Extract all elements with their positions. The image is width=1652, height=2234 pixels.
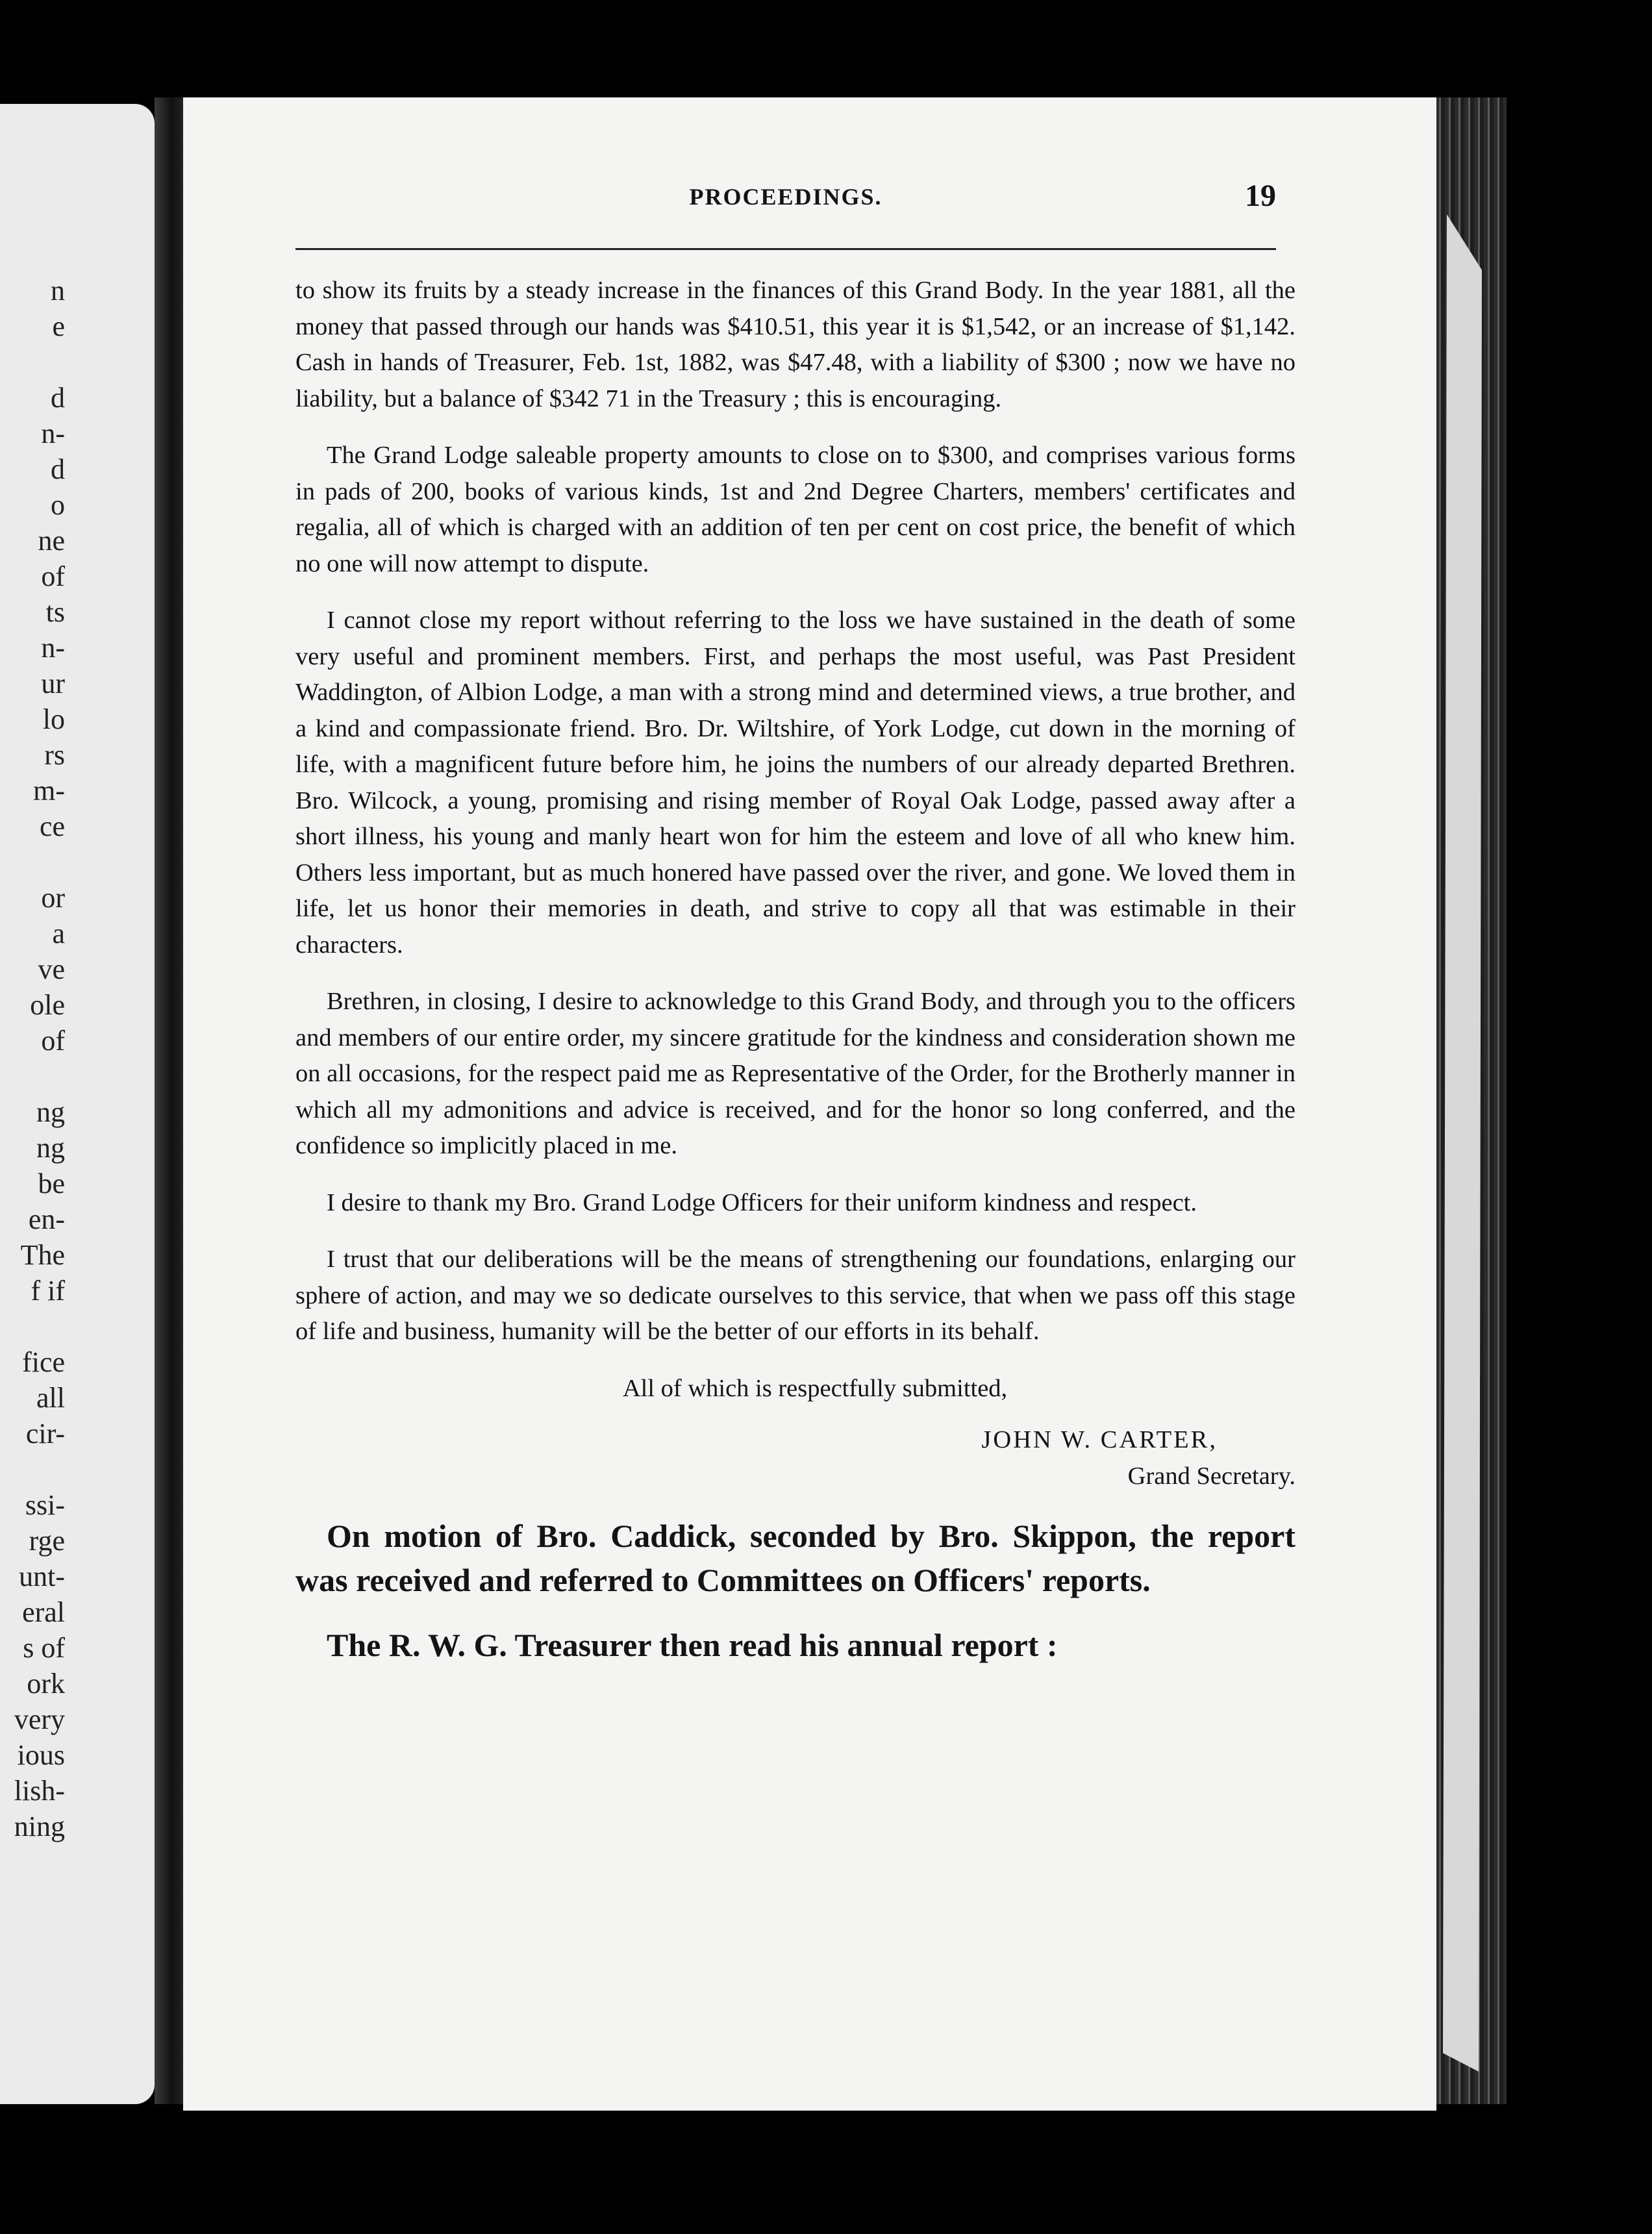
facing-page-fragment: d	[51, 382, 65, 414]
facing-page-fragment: be	[38, 1168, 65, 1199]
paragraph: to show its fruits by a steady increase in the finances of this Grand Body. In the year 1881, all the money that passed through our hands was $410.51, this year it is $1,542, or an increase of $1,142. Cash in hands of Treasurer, Feb. 1st, 1882, was $47.48, with a liability of $300 ; now we have no liability, but a balance of $342 71 in the Treasury ; this is encouraging.	[295, 277, 1295, 412]
facing-page-fragment: unt-	[19, 1561, 65, 1592]
page-body	[295, 273, 1295, 1688]
facing-page-fragment: ve	[38, 953, 65, 985]
motion-paragraph: On motion of Bro. Caddick, seconded by Bro. Skippon, the report was received and referred to Committees on Officers' reports.	[295, 1518, 1295, 1598]
signatory-title: Grand Secretary.	[1127, 1462, 1295, 1490]
facing-page-fragment: ng	[36, 1096, 65, 1128]
facing-page-fragment: lo	[42, 703, 65, 735]
paragraph: I desire to thank my Bro. Grand Lodge Officers for their uniform kindness and respect.	[327, 1188, 1197, 1216]
treasurer-line: The R. W. G. Treasurer then read his annual report :	[327, 1627, 1058, 1663]
facing-page-fragment: s of	[23, 1632, 65, 1664]
facing-page-fragment: ole	[30, 989, 65, 1021]
facing-page-fragment: ssi-	[25, 1489, 65, 1521]
facing-page-fragment: cir-	[25, 1418, 65, 1450]
running-title: PROCEEDINGS.	[689, 184, 882, 210]
facing-page-fragment: ne	[38, 525, 65, 557]
page-number: 19	[1245, 179, 1276, 213]
facing-page-fragment: ious	[17, 1739, 65, 1771]
paragraph: The Grand Lodge saleable property amounts to close on to $300, and comprises various forms in pads of 200, books of various kinds, 1st and 2nd Degree Charters, members' certificates and regalia, all of which is charged with an addition of ten per cent on cost price, the benefit of which no one will now attempt to dispute.	[295, 442, 1295, 577]
facing-page-fragment: en-	[28, 1203, 65, 1235]
facing-page-fragment: n	[51, 275, 65, 307]
facing-page-fragment: ning	[14, 1811, 65, 1842]
facing-page-fragment: ur	[41, 668, 65, 699]
book-gutter	[155, 97, 183, 2104]
page-header	[295, 179, 1276, 222]
facing-page-fragment: a	[52, 918, 65, 949]
facing-page-fragment	[0, 844, 65, 880]
page-tab	[1443, 214, 1482, 2072]
facing-page-fragment: n-	[41, 418, 65, 449]
facing-page-fragment: eral	[22, 1596, 65, 1628]
facing-page-fragment: fice	[22, 1346, 65, 1378]
facing-page-fragment: ork	[27, 1668, 65, 1700]
facing-page-fragment: lish-	[14, 1775, 65, 1807]
facing-page-text-fragments	[0, 273, 65, 1844]
facing-page-fragment: f if	[31, 1275, 65, 1307]
facing-page-fragment: The	[20, 1239, 65, 1271]
facing-page-fragment: very	[14, 1703, 65, 1735]
facing-page-fragment: d	[51, 453, 65, 485]
paragraph: I trust that our deliberations will be the means of strengthening our foundations, enlarging our sphere of action, and may we so dedicate ourselves to this service, that when we pass off this stage of life and business, humanity will be the better of our efforts in its behalf.	[295, 1246, 1295, 1345]
facing-page-fragment: all	[36, 1382, 65, 1414]
facing-page-fragment: or	[41, 882, 65, 914]
facing-page-fragment: ng	[36, 1132, 65, 1164]
facing-page-fragment: m-	[33, 775, 65, 807]
facing-page-fragment: of	[41, 1025, 65, 1057]
header-rule	[295, 248, 1276, 250]
facing-page-fragment: n-	[41, 632, 65, 664]
facing-page-fragment: o	[51, 489, 65, 521]
facing-page-fragment: rge	[29, 1525, 65, 1557]
facing-page-fragment: ts	[45, 596, 65, 628]
paragraph: I cannot close my report without referring to the loss we have sustained in the death of some very useful and prominent members. First, and perhaps the most useful, was Past President Waddington, of Albion Lodge, a man with a strong mind and determined views, a true brother, and a kind and compassionate friend. Bro. Dr. Wiltshire, of York Lodge, cut down in the morning of life, with a magnificent future before him, he joins the numbers of our already departed Brethren. Bro. Wilcock, a young, promising and rising member of Royal Oak Lodge, passed away after a short illness, his young and manly heart won for him the esteem and love of all who knew him. Others less important, but as much honered have passed over the river, and gone. We loved them in life, let us honor their memories in death, and strive to copy all that was estimable in their characters.	[295, 607, 1295, 959]
facing-page-fragment	[0, 1309, 65, 1344]
paragraph: Brethren, in closing, I desire to acknowledge to this Grand Body, and through you to the officers and members of our entire order, my sincere gratitude for the kindness and consideration shown me on all occasions, for the respect paid me as Representative of the Order, for the Brotherly manner in which all my admonitions and advice is received, and for the honor so long conferred, and the confidence so implicitly placed in me.	[295, 988, 1295, 1159]
facing-page-fragment: rs	[44, 739, 65, 771]
facing-page-fragment: ce	[39, 810, 65, 842]
facing-page-fragment	[0, 1059, 65, 1094]
signatory-name: JOHN W. CARTER,	[981, 1426, 1218, 1453]
closing-line: All of which is respectfully submitted,	[622, 1374, 1008, 1402]
facing-page-fragment	[0, 1451, 65, 1487]
facing-page-fragment: e	[52, 310, 65, 342]
facing-page-fragment	[0, 344, 65, 380]
facing-page-fragment: of	[41, 560, 65, 592]
